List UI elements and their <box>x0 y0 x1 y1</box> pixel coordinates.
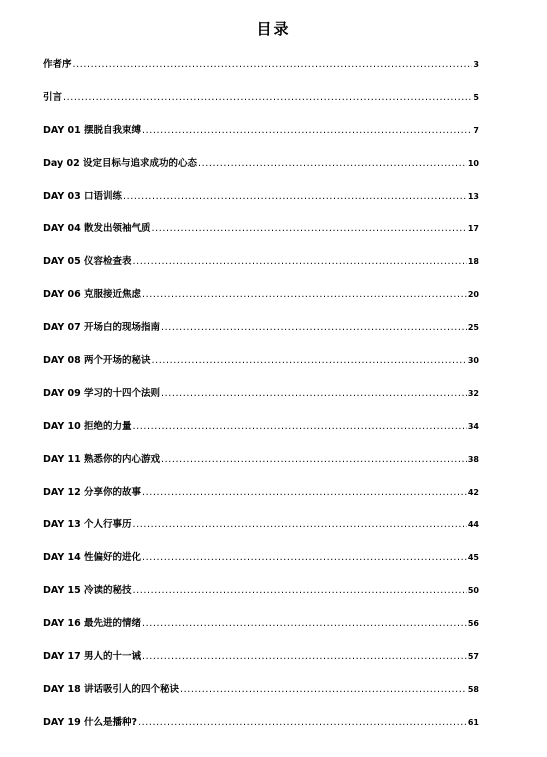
toc-entry[interactable] <box>43 385 479 402</box>
toc-entry-title: DAY 17 男人的十一诫 <box>43 651 142 663</box>
toc-entry-title: DAY 18 讲话吸引人的四个秘诀 <box>43 683 180 695</box>
toc-entry[interactable] <box>43 418 479 435</box>
toc-entry-title: 作者序 <box>43 59 72 70</box>
dot-leader <box>161 319 467 336</box>
toc-entry[interactable] <box>43 549 479 566</box>
toc-entry-title: DAY 11 熟悉你的内心游戏 <box>43 453 161 465</box>
toc-entry-title: DAY 09 学习的十四个法则 <box>43 387 161 399</box>
toc-entry-page-number: 61 <box>467 717 479 727</box>
toc-entry-title: DAY 12 分享你的故事 <box>43 486 142 498</box>
dot-leader <box>142 648 467 665</box>
toc-entry-title: DAY 13 个人行事历 <box>43 519 132 531</box>
toc-entry[interactable] <box>43 451 479 468</box>
dot-leader <box>138 714 467 731</box>
dot-leader <box>73 56 473 73</box>
toc-entry-page-number: 34 <box>467 421 479 431</box>
toc-entry[interactable] <box>43 484 479 501</box>
toc-entry[interactable] <box>43 253 479 270</box>
dot-leader <box>63 89 472 106</box>
dot-leader <box>133 582 467 599</box>
dot-leader <box>180 681 467 698</box>
dot-leader <box>142 122 472 139</box>
toc-entry-title: DAY 08 两个开场的秘诀 <box>43 355 151 367</box>
toc-entry-title: DAY 03 口语训练 <box>43 190 123 202</box>
toc-entry[interactable] <box>43 615 479 632</box>
toc-entry-page-number: 57 <box>467 652 479 662</box>
dot-leader <box>152 352 467 369</box>
toc-entry-page-number: 17 <box>467 224 479 234</box>
toc-entry[interactable] <box>43 188 479 205</box>
toc-entry[interactable] <box>43 516 479 533</box>
dot-leader <box>133 253 467 270</box>
toc-entry-page-number: 42 <box>467 487 479 497</box>
dot-leader <box>142 286 467 303</box>
toc-entry[interactable] <box>43 714 479 731</box>
toc-entry-title: 引言 <box>43 91 63 103</box>
toc-entry[interactable] <box>43 319 479 336</box>
toc-entry-title: DAY 07 开场白的现场指南 <box>43 322 161 334</box>
toc-entry-title: DAY 14 性偏好的进化 <box>43 552 142 564</box>
toc-entry-title: DAY 16 最先进的情绪 <box>43 618 142 630</box>
dot-leader <box>161 385 467 402</box>
toc-entry-title: DAY 04 散发出领袖气质 <box>43 223 151 235</box>
toc-entry-page-number: 20 <box>467 290 479 300</box>
dot-leader <box>133 516 467 533</box>
toc-entry[interactable] <box>43 352 479 369</box>
toc-entry-page-number: 30 <box>467 356 479 366</box>
table-of-contents <box>43 56 479 747</box>
toc-entry-page-number: 13 <box>467 191 479 201</box>
toc-entry-title: DAY 01 摆脱自我束缚 <box>43 124 142 136</box>
toc-entry[interactable] <box>43 89 479 106</box>
toc-entry-title: Day 02 设定目标与追求成功的心态 <box>43 157 198 169</box>
dot-leader <box>142 615 467 632</box>
dot-leader <box>161 451 467 468</box>
toc-entry-page-number: 32 <box>467 388 479 398</box>
toc-entry-title: DAY 15 冷读的秘技 <box>43 585 132 597</box>
toc-entry[interactable] <box>43 582 479 599</box>
toc-entry[interactable] <box>43 286 479 303</box>
toc-entry-title: DAY 19 什么是播种? <box>43 716 138 728</box>
toc-entry-page-number: 7 <box>473 125 479 135</box>
toc-entry-page-number: 10 <box>467 158 479 168</box>
dot-leader <box>152 220 467 237</box>
toc-entry-title: DAY 05 仪容检查表 <box>43 256 132 268</box>
toc-entry-page-number: 25 <box>467 323 479 333</box>
page-title: 目录 <box>256 20 291 38</box>
toc-entry-page-number: 38 <box>467 454 479 464</box>
toc-entry-title: DAY 06 克服接近焦虑 <box>43 289 142 301</box>
toc-entry[interactable] <box>43 122 479 139</box>
toc-entry-title: DAY 10 拒绝的力量 <box>43 420 132 432</box>
toc-entry-page-number: 5 <box>473 92 479 102</box>
toc-entry[interactable] <box>43 681 479 698</box>
dot-leader <box>198 155 467 172</box>
dot-leader <box>123 188 467 205</box>
toc-entry-page-number: 50 <box>467 586 479 596</box>
toc-entry-page-number: 56 <box>467 619 479 629</box>
toc-entry-page-number: 45 <box>467 553 479 563</box>
toc-entry[interactable] <box>43 155 479 172</box>
dot-leader <box>133 418 467 435</box>
toc-entry-page-number: 3 <box>473 60 479 69</box>
toc-entry-page-number: 44 <box>467 520 479 530</box>
toc-entry[interactable] <box>43 56 479 73</box>
dot-leader <box>142 549 467 566</box>
toc-entry-page-number: 18 <box>467 257 479 267</box>
toc-entry[interactable] <box>43 648 479 665</box>
dot-leader <box>142 484 467 501</box>
toc-entry[interactable] <box>43 220 479 237</box>
toc-entry-page-number: 58 <box>467 684 479 694</box>
